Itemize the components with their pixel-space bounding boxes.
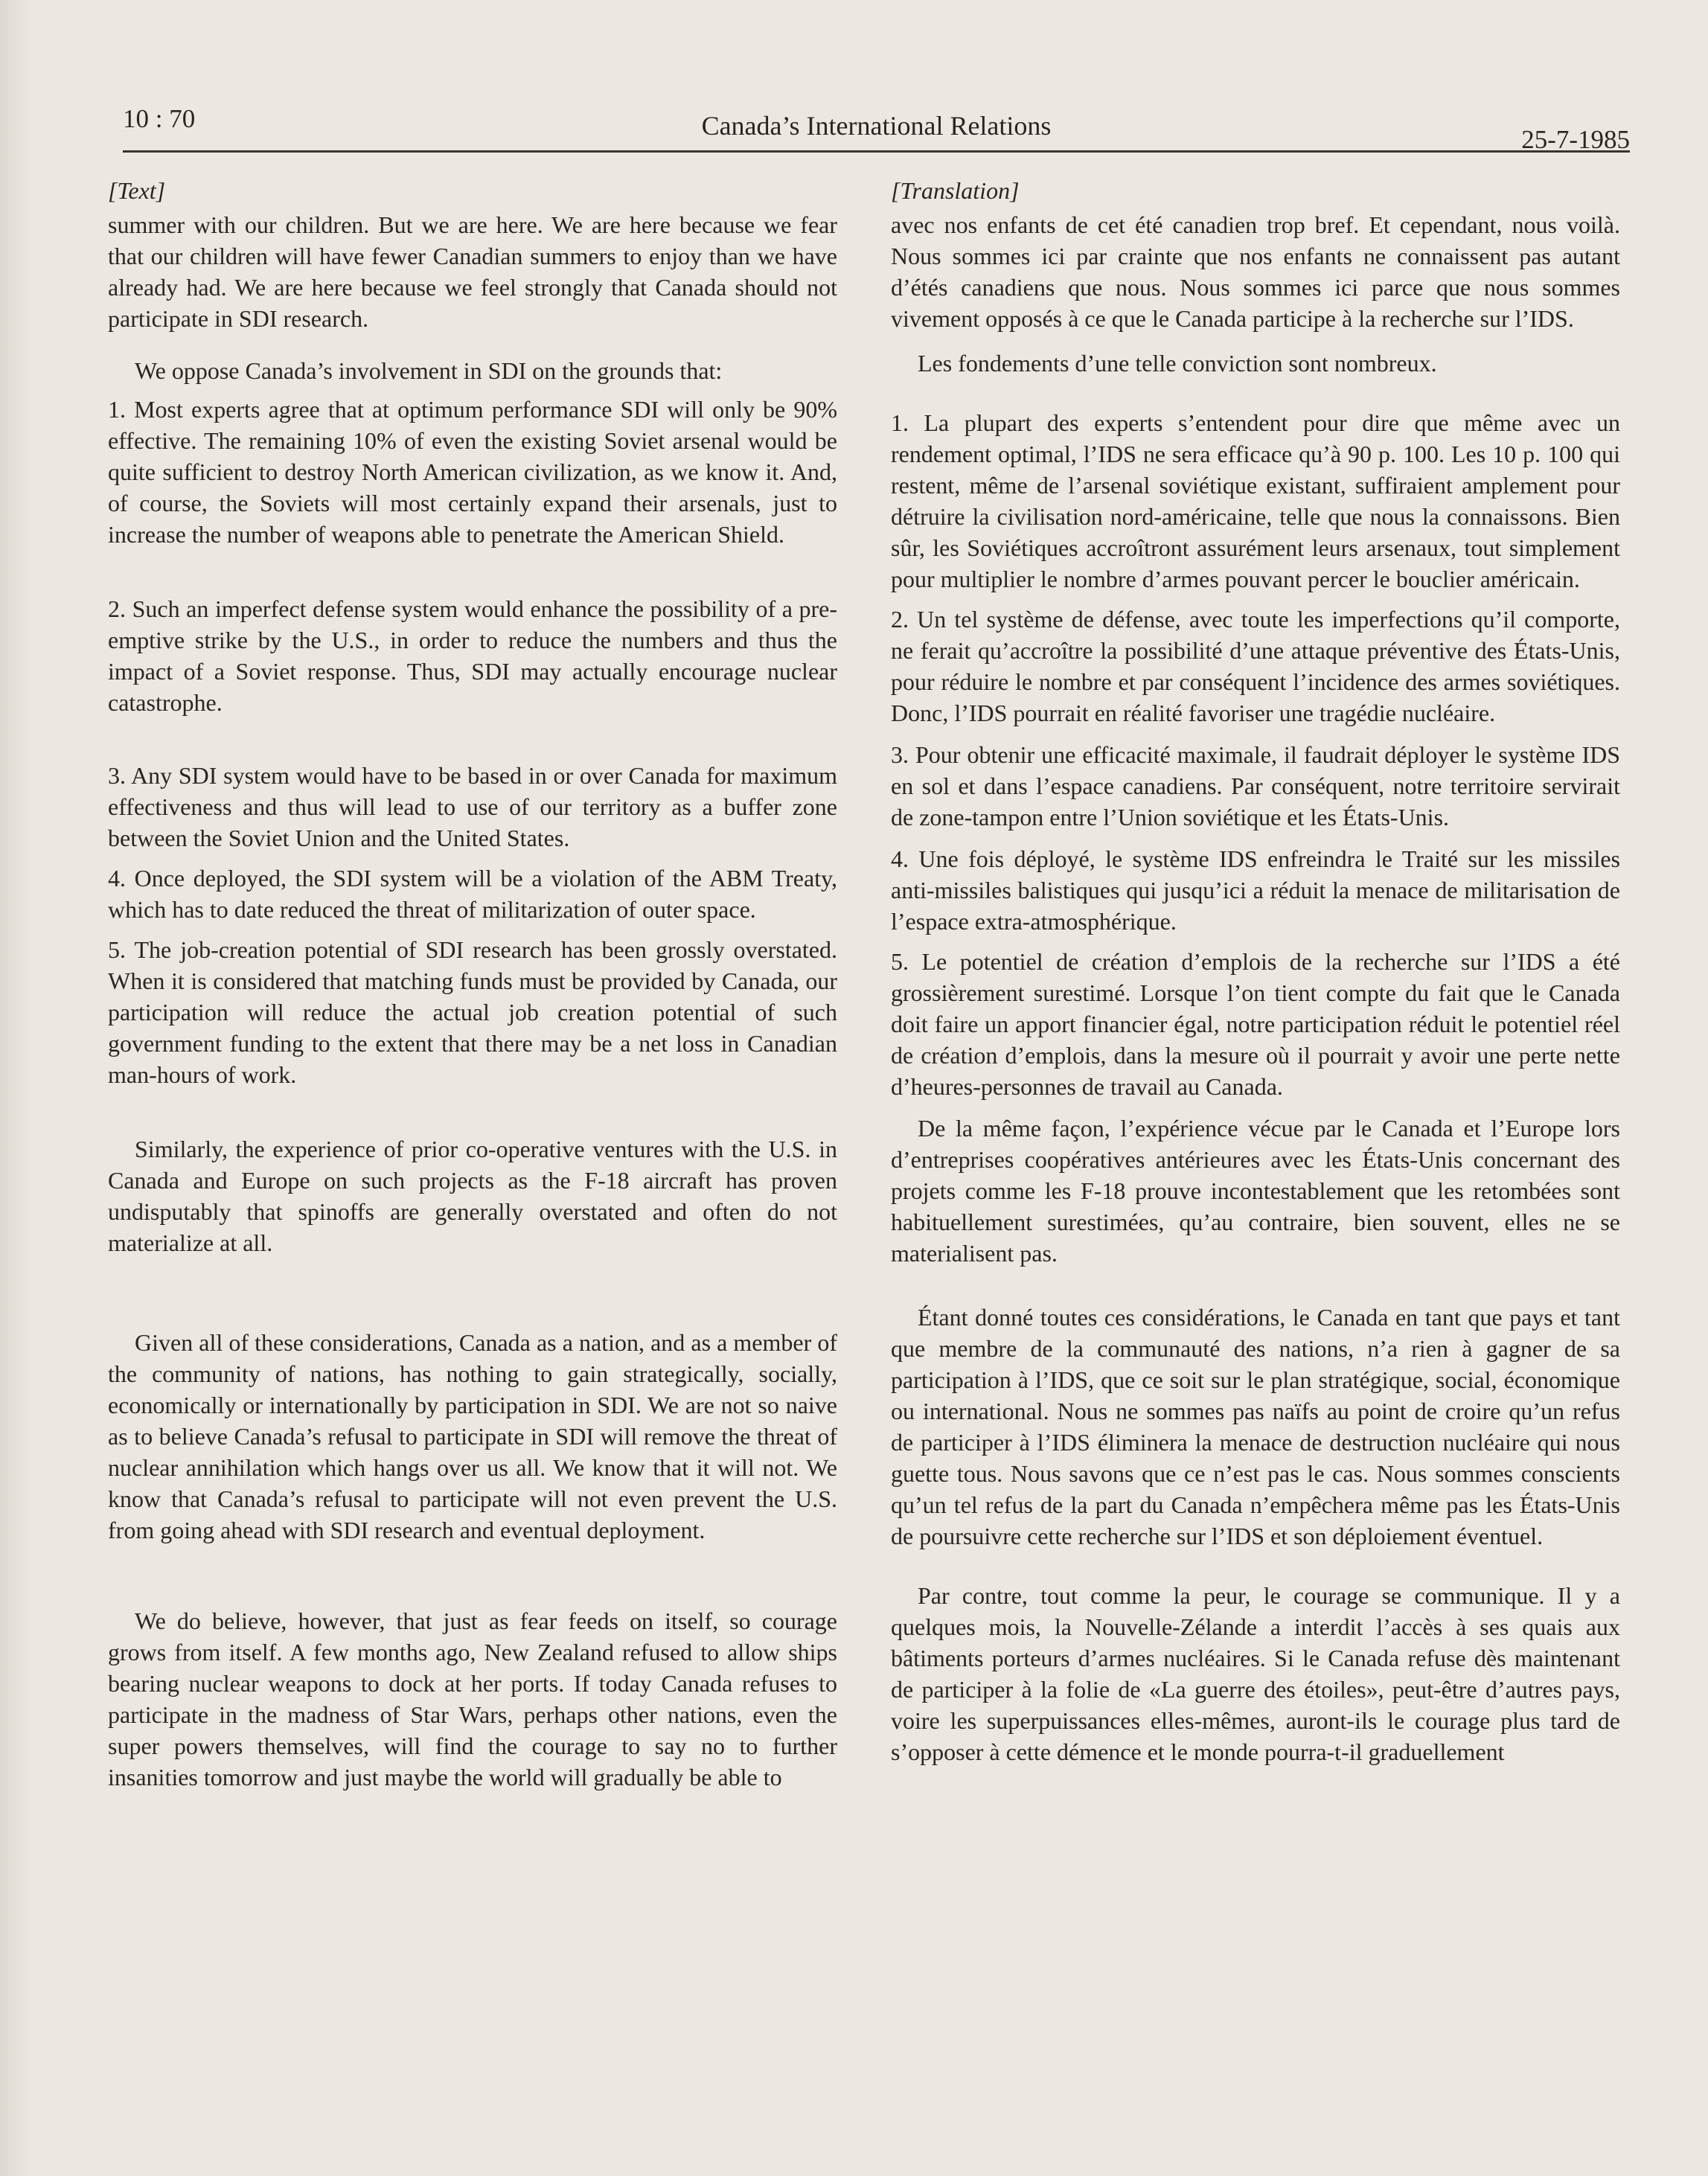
list-item: 4. Once deployed, the SDI system will be a violation of the ABM Treaty, which has to date reduced the threat of militarization of outer space. <box>108 865 837 923</box>
paragraph: Given all of these considerations, Canada as a nation, and as a member of the community of nations, has nothing to gain strategically, socially, economically or internationally by participation in SDI. We are not so naive as to believe Canada’s refusal to participate in SDI will remove the threat of nuclear annihilation which hangs over us all. We know that it will not. We know that Canada’s refusal to participate will not even prevent the U.S. from going ahead with SDI research and eventual deployment. <box>108 1329 837 1543</box>
paragraph: We oppose Canada’s involvement in SDI on the grounds that: <box>135 357 723 384</box>
list-item: 5. Le potentiel de création d’emplois de la recherche sur l’IDS a été grossièrement surestimé. Lorsque l’on tient compte du fait que le Canada doit faire un apport financier égal, notre participation réduit le potentiel réel de création d’emplois, dans la mesure où il pourrait y avoir une perte nette d’heures-personnes de travail au Canada. <box>891 948 1620 1100</box>
page-edge-shadow <box>0 0 30 2176</box>
list-item: 4. Une fois déployé, le système IDS enfreindra le Traité sur les missiles anti-missiles balistiques qui jusqu’ici a réduit la menace de militarisation de l’espace extra-atmosphérique. <box>891 845 1620 935</box>
list-item: 1. La plupart des experts s’entendent pour dire que même avec un rendement optimal, l’IDS ne sera efficace qu’à 90 p. 100. Les 10 p. 100 qui restent, même de l’arsenal soviétique existant, suffiraient amplement pour détruire la civilisation nord-américaine, telle que nous la connaissons. Bien sûr, les Soviétiques accroîtront assurément leurs arsenaux, tout simplement pour multiplier le nombre d’armes pouvant percer le bouclier américain. <box>891 409 1620 592</box>
paragraph: We do believe, however, that just as fear feeds on itself, so courage grows from itself. A few months ago, New Zealand refused to allow ships bearing nuclear weapons to dock at her ports. If today Canada refuses to participate in the madness of Star Wars, perhaps other nations, even the super powers themselves, will find the courage to say no to further insanities tomorrow and just maybe the world will gradually be able to <box>108 1607 837 1791</box>
list-item: 2. Un tel système de défense, avec toute les imperfections qu’il comporte, ne ferait qu’accroître la possibilité d’une attaque préventive des États-Unis, pour réduire le nombre et par conséquent l’incidence des armes soviétiques. Donc, l’IDS pourrait en réalité favoriser une tragédie nucléaire. <box>891 606 1620 726</box>
list-item: 1. Most experts agree that at optimum performance SDI will only be 90% effective. The remaining 10% of even the existing Soviet arsenal would be quite sufficient to destroy North American civilization, as we know it. And, of course, the Soviets will most certainly expand their arsenals, just to increase the number of weapons able to penetrate the American Shield. <box>108 396 837 548</box>
paragraph: Les fondements d’une telle conviction sont nombreux. <box>918 350 1437 377</box>
running-title: Canada’s International Relations <box>701 111 1052 141</box>
column-label-translation: [Translation] <box>891 177 1020 204</box>
paragraph: Similarly, the experience of prior co-operative ventures with the U.S. in Canada and Europe on such projects as the F-18 aircraft has proven undisputably that spinoffs are generally overstated and often do not materialize at all. <box>108 1136 837 1256</box>
page-number: 10 : 70 <box>123 104 196 133</box>
paragraph: summer with our children. But we are here. We are here because we fear that our children will have fewer Canadian summers to enjoy than we have already had. We are here because we feel strongly that Canada should not participate in SDI research. <box>108 211 837 332</box>
page-header <box>123 104 1630 153</box>
list-item: 5. The job-creation potential of SDI research has been grossly overstated. When it is considered that matching funds must be provided by Canada, our participation will reduce the actual job creation potential of such government funding to the extent that there may be a net loss in Canadian man-hours of work. <box>108 936 837 1088</box>
page-date: 25-7-1985 <box>1521 125 1630 154</box>
paragraph: Par contre, tout comme la peur, le courage se communique. Il y a quelques mois, la Nouvelle-Zélande a interdit l’accès à ses quais aux bâtiments porteurs d’armes nucléaires. Si le Canada refuse dès maintenant de participer à la folie de «La guerre des étoiles», peut-être d’autres pays, voire les superpuissances elles-mêmes, auront-ils le courage plus tard de s’opposer à cette démence et le monde pourra-t-il graduellement <box>891 1582 1620 1765</box>
list-item: 3. Any SDI system would have to be based in or over Canada for maximum effectiveness and thus will lead to use of our territory as a buffer zone between the Soviet Union and the United States. <box>108 762 837 851</box>
list-item: 3. Pour obtenir une efficacité maximale, il faudrait déployer le système IDS en sol et dans l’espace canadiens. Par conséquent, notre territoire servirait de zone-tampon entre l’Union soviétique et les États-Unis. <box>891 741 1620 831</box>
column-label-text: [Text] <box>108 177 166 204</box>
list-item: 2. Such an imperfect defense system would enhance the possibility of a pre-emptive strike by the U.S., in order to reduce the numbers and thus the impact of a Soviet response. Thus, SDI may actually encourage nuclear catastrophe. <box>108 595 837 716</box>
french-column <box>891 175 1620 1767</box>
english-column <box>108 175 837 1793</box>
paragraph: Étant donné toutes ces considérations, le Canada en tant que pays et tant que membre de la communauté des nations, n’a rien à gagner de sa participation à l’IDS, que ce soit sur le plan stratégique, social, économique ou international. Nous ne sommes pas naïfs au point de croire qu’un refus de participer à l’IDS éliminera la menace de destruction nucléaire qui nous guette tous. Nous savons que ce n’est pas le cas. Nous sommes conscients qu’un tel refus de la part du Canada n’empêchera même pas les États-Unis de poursuivre cette recherche sur l’IDS et son déploiement éventuel. <box>891 1304 1620 1549</box>
paragraph: De la même façon, l’expérience vécue par le Canada et l’Europe lors d’entreprises coopératives antérieures avec les États-Unis concernant des projets comme les F-18 prouve incontestablement que les retombées sont habituellement surestimées, qu’au contraire, bien souvent, elles ne se materialisent pas. <box>891 1115 1620 1267</box>
paragraph: avec nos enfants de cet été canadien trop bref. Et cependant, nous voilà. Nous sommes ici par crainte que nos enfants ne connaissent pas autant d’étés canadiens que nous. Nous sommes ici parce que nous sommes vivement opposés à ce que le Canada participe à la recherche sur l’IDS. <box>891 211 1620 332</box>
